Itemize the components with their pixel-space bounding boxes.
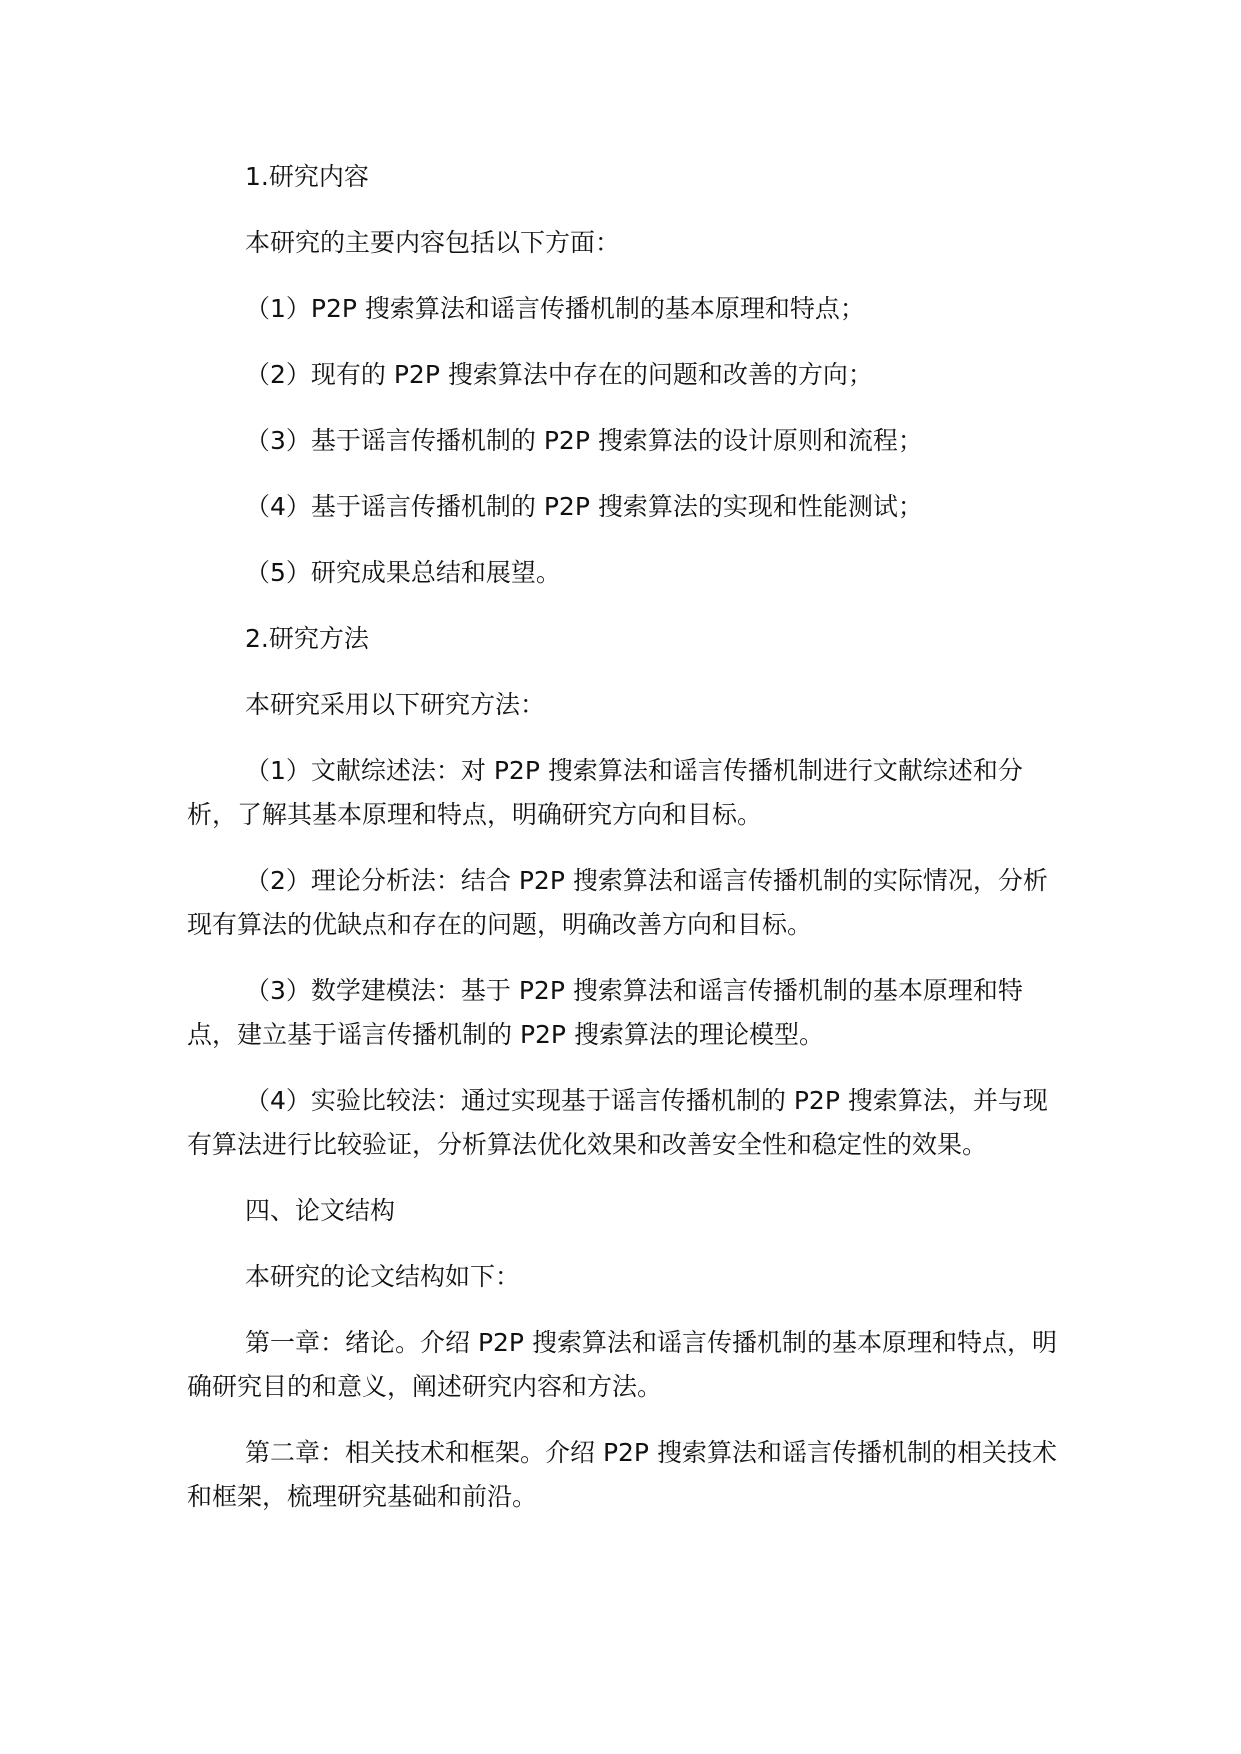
- list-item: （2）现有的 P2P 搜索算法中存在的问题和改善的方向；: [245, 360, 873, 389]
- list-item: （4）基于谣言传播机制的 P2P 搜索算法的实现和性能测试；: [245, 492, 923, 521]
- section-intro-thesis-structure: 本研究的论文结构如下：: [245, 1262, 521, 1291]
- list-item: （3）基于谣言传播机制的 P2P 搜索算法的设计原则和流程；: [245, 426, 923, 455]
- section-intro-research-content: 本研究的主要内容包括以下方面：: [245, 228, 621, 257]
- section-heading-research-content: 1.研究内容: [245, 162, 369, 191]
- document-body: [187, 155, 1062, 1541]
- list-item: （1）P2P 搜索算法和谣言传播机制的基本原理和特点；: [245, 294, 865, 323]
- list-item: （2）理论分析法：结合 P2P 搜索算法和谣言传播机制的实际情况，分析现有算法的优缺点和存在的问题，明确改善方向和目标。: [187, 866, 1048, 939]
- list-item: 第二章：相关技术和框架。介绍 P2P 搜索算法和谣言传播机制的相关技术和框架，梳理研究基础和前沿。: [187, 1438, 1057, 1511]
- list-item: （3）数学建模法：基于 P2P 搜索算法和谣言传播机制的基本原理和特点，建立基于谣言传播机制的 P2P 搜索算法的理论模型。: [187, 976, 1023, 1049]
- list-item: （1）文献综述法：对 P2P 搜索算法和谣言传播机制进行文献综述和分析，了解其基本原理和特点，明确研究方向和目标。: [187, 756, 1023, 829]
- section-heading-research-methods: 2.研究方法: [245, 624, 369, 653]
- list-item: （5）研究成果总结和展望。: [245, 558, 561, 587]
- list-item: 第一章：绪论。介绍 P2P 搜索算法和谣言传播机制的基本原理和特点，明确研究目的和意义，阐述研究内容和方法。: [187, 1328, 1057, 1401]
- section-heading-thesis-structure: 四、论文结构: [245, 1196, 396, 1225]
- list-item: （4）实验比较法：通过实现基于谣言传播机制的 P2P 搜索算法，并与现有算法进行比较验证，分析算法优化效果和改善安全性和稳定性的效果。: [187, 1086, 1048, 1159]
- section-intro-research-methods: 本研究采用以下研究方法：: [245, 690, 546, 719]
